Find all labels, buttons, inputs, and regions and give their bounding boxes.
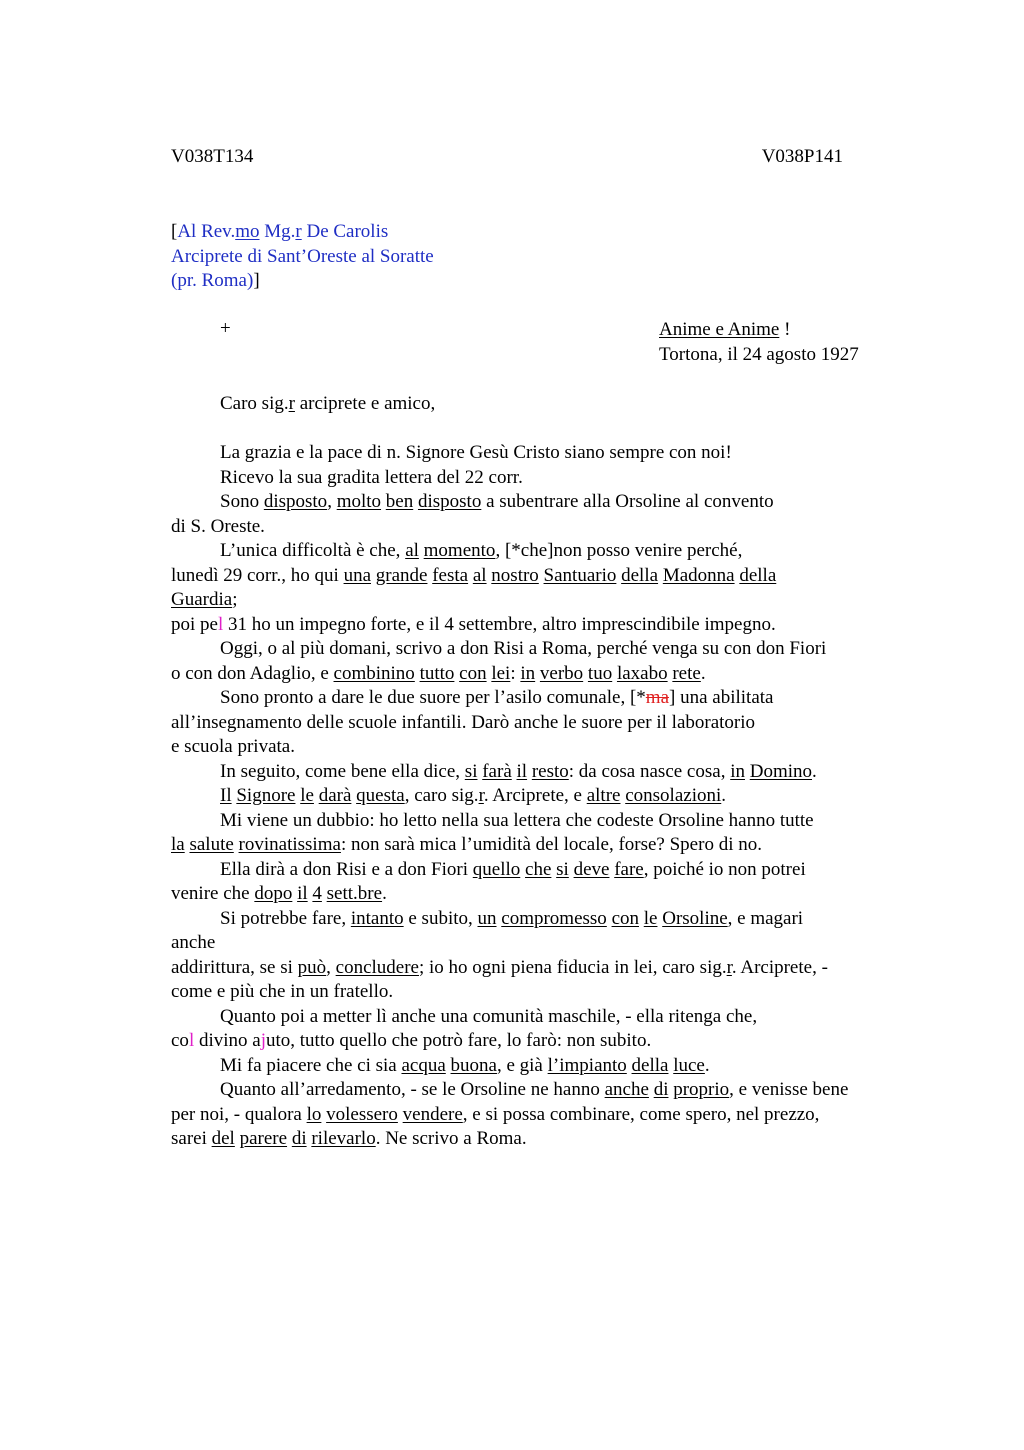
paragraph-12-cont: anche (171, 932, 216, 953)
paragraph-11-cont: venire che dopo il 4 sett.bre. (171, 883, 387, 904)
paragraph-12-cont-2: addirittura, se si può, concludere; io ho ogni piena fiducia in lei, caro sig.r. Arciprete, - (171, 956, 828, 978)
paragraph-15: Quanto all’arredamento, - se le Orsoline ne hanno anche di proprio, e venisse bene (220, 1079, 849, 1100)
place-date: Tortona, il 24 agosto 1927 (659, 343, 859, 365)
paragraph-3-cont: di S. Oreste. (171, 515, 265, 537)
paragraph-12-cont-3: come e più che in un fratello. (171, 981, 394, 1002)
cross-symbol: + (220, 318, 231, 339)
paragraph-9: Il Signore le darà questa, caro sig.r. Arciprete, e altre consolazioni. (220, 785, 727, 806)
paragraph-10: Mi viene un dubbio: ho letto nella sua lettera che codeste Orsoline hanno tutte (220, 809, 814, 831)
date-block (659, 318, 859, 367)
paragraph-14: Mi fa piacere che ci sia acqua buona, e già l’impianto della luce. (220, 1054, 710, 1076)
paragraph-11: Ella dirà a don Risi e a don Fiori quello che si deve fare, poiché io non potrei (220, 858, 806, 880)
paragraph-7: Sono pronto a dare le due suore per l’asilo comunale, [*ma] una abilitata (220, 687, 774, 708)
paragraph-7-cont-2: e scuola privata. (171, 736, 295, 757)
paragraph-7-cont: all’insegnamento delle scuole infantili. Darò anche le suore per il laboratorio (171, 711, 756, 733)
paragraph-1: La grazia e la pace di n. Signore Gesù Cristo siano sempre con noi! (220, 442, 732, 463)
addressee-line-2: Arciprete di Sant’Oreste al Soratte (171, 245, 434, 267)
addressee-block (171, 220, 434, 294)
addressee-line-3: (pr. Roma)] (171, 270, 260, 291)
paragraph-6-cont: o con don Adaglio, e combinino tutto con lei: in verbo tuo laxabo rete. (171, 662, 706, 684)
paragraph-8: In seguito, come bene ella dice, si farà il resto: da cosa nasce cosa, in Domino. (220, 760, 817, 782)
paragraph-4: L’unica difficoltà è che, al momento, [*che]non posso venire perché, (220, 540, 743, 561)
paragraph-4-cont: lunedì 29 corr., ho qui una grande festa al nostro Santuario della Madonna della (171, 564, 777, 586)
motto: Anime e Anime ! (659, 319, 791, 340)
paragraph-4-cont-2: Guardia; (171, 589, 238, 610)
paragraph-5: poi pel 31 ho un impegno forte, e il 4 settembre, altro imprescindibile impegno. (171, 613, 776, 635)
paragraph-15-cont-2: sarei del parere di rilevarlo. Ne scrivo a Roma. (171, 1128, 527, 1149)
paragraph-13-cont: col divino ajuto, tutto quello che potrò fare, lo farò: non subito. (171, 1030, 652, 1051)
document-codes (171, 146, 843, 172)
paragraph-6: Oggi, o al più domani, scrivo a don Risi a Roma, perché venga su con don Fiori (220, 638, 827, 659)
letter-body (171, 392, 906, 1152)
paragraph-13: Quanto poi a metter lì anche una comunità maschile, - ella ritenga che, (220, 1005, 758, 1027)
addressee-line-1: [Al Rev.mo Mg.r De Carolis (171, 221, 389, 242)
page-code: V038P141 (761, 146, 843, 167)
paragraph-12: Si potrebbe fare, intanto e subito, un compromesso con le Orsoline, e magari (220, 907, 804, 929)
salutation: Caro sig.r arciprete e amico, (220, 393, 436, 414)
text-code: V038T134 (171, 146, 254, 167)
paragraph-10-cont: la salute rovinatissima: non sarà mica l’umidità del locale, forse? Spero di no. (171, 834, 762, 855)
paragraph-3: Sono disposto, molto ben disposto a subentrare alla Orsoline al convento (220, 491, 774, 512)
paragraph-2: Ricevo la sua gradita lettera del 22 corr. (220, 466, 523, 488)
paragraph-15-cont: per noi, - qualora lo volessero vendere, e si possa combinare, come spero, nel prezzo, (171, 1103, 820, 1125)
